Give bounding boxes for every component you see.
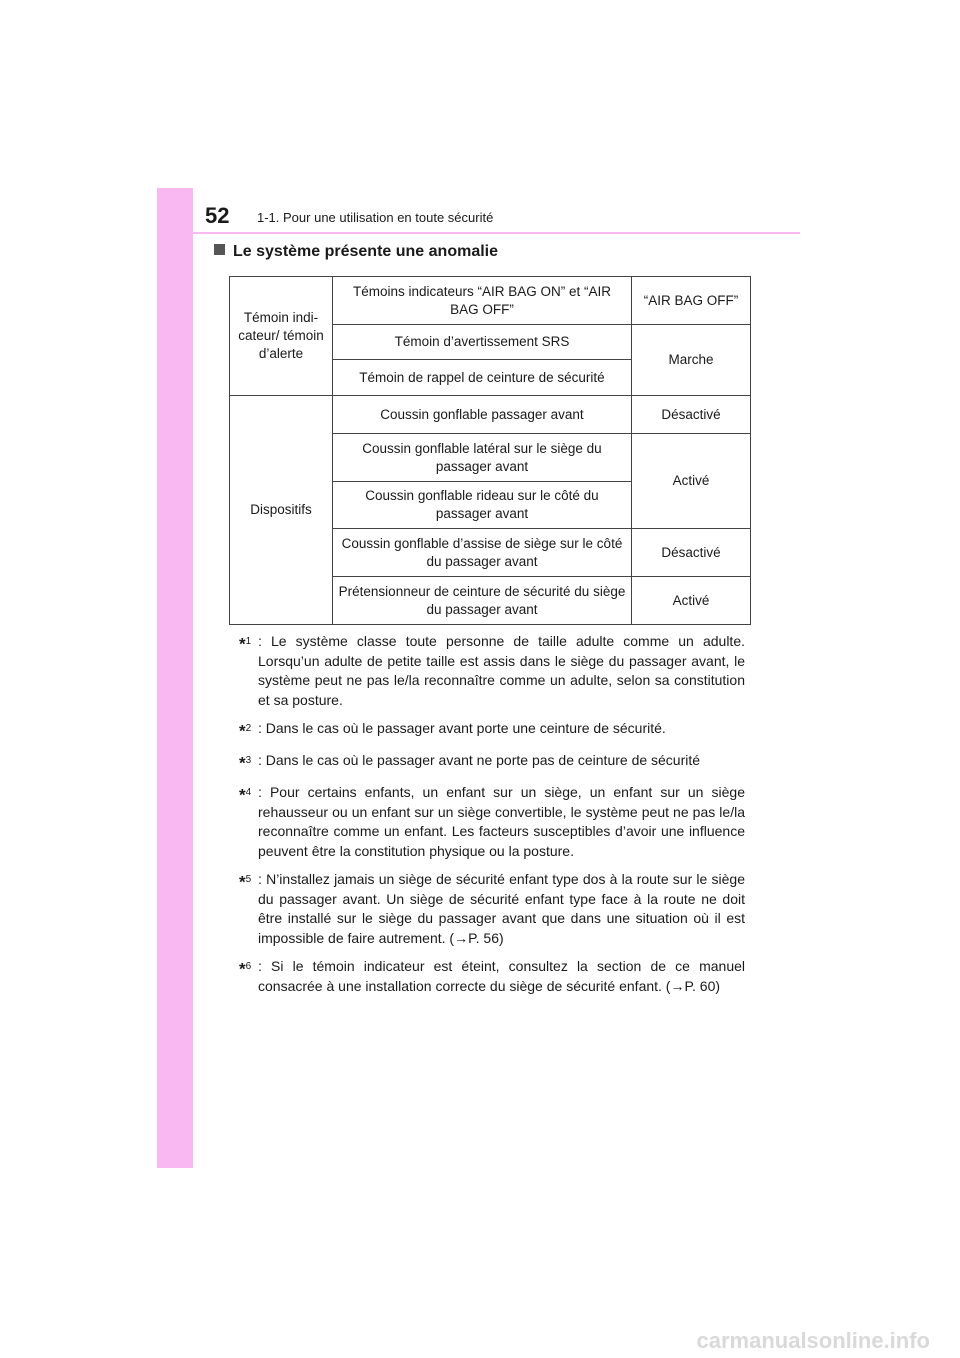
footnote-marker: *$^6$ [239, 959, 252, 979]
status-table [229, 276, 751, 625]
footnote-text: : N’installez jamais un siège de sécurité enfant type dos à la route sur le siège du passager avant. Un siège de sécurité enfant type face à la route ne doit être installé sur le siège du passager avant que dans une situation où il est impossible de faire autrement. (→P. 56) [258, 871, 745, 946]
table-cell: Témoin d’avertissement SRS [333, 325, 632, 360]
footnote-text: : Dans le cas où le passager avant ne porte pas de ceinture de sécurité [258, 752, 701, 769]
table-cell: Coussin gonflable latéral sur le siège du passager avant [333, 434, 632, 482]
footnote [239, 957, 745, 996]
table-cell: Témoins indicateurs “AIR BAG ON” et “AIR BAG OFF” [333, 277, 632, 325]
table-cell: Témoin de rappel de ceinture de sécurité [333, 360, 632, 396]
footnote [239, 870, 745, 948]
footnote [239, 719, 745, 742]
footnote [239, 632, 745, 710]
table-cell: “AIR BAG OFF” [632, 277, 751, 325]
page-number: 52 [205, 203, 230, 228]
table-cell: Désactivé [632, 529, 751, 577]
heading-text: Le système présente une anomalie [233, 243, 498, 260]
footnote-text: : Dans le cas où le passager avant porte une ceinture de sécurité. [258, 720, 666, 736]
footnote [239, 783, 745, 861]
footnote-marker: *$^4$ [239, 785, 252, 805]
footnote-text: : Si le témoin indicateur est éteint, consultez la section de ce manuel consacrée à une installation correcte du siège de sécurité enfant. (→P. 60) [258, 958, 745, 994]
table-cell: Marche [632, 325, 751, 396]
table-cell: Coussin gonflable d’assise de siège sur le côté du passager avant [333, 529, 632, 577]
indicator-label-cell: Témoin indi-cateur/ témoin d’alerte [230, 277, 333, 396]
footnote [239, 751, 745, 774]
footnote-text: : Le système classe toute personne de taille adulte comme un adulte. Lorsqu’un adulte de petite taille est assis dans le siège du passager avant, le système peut ne pas le/la reconnaître comme un adulte, selon sa constitution et sa posture. [258, 633, 745, 708]
footnote-text: : Pour certains enfants, un enfant sur un siège, un enfant sur un siège rehausseur ou un enfant sur un siège convertible, le système peut ne pas le/la reconnaître comme un enfant. Les facteurs susceptibles d’avoir une influence peuvent être la constitution physique ou la posture. [258, 784, 745, 859]
table-cell: Activé [632, 434, 751, 529]
section-title: 1-1. Pour une utilisation en toute sécurité [257, 210, 494, 225]
side-tab-bar [157, 188, 193, 1168]
section-heading [214, 243, 498, 261]
footnotes [239, 632, 745, 1005]
footnote-marker: *$^3$ [239, 753, 252, 773]
table-cell: Activé [632, 577, 751, 625]
table-cell: Coussin gonflable passager avant [333, 396, 632, 434]
footnote-marker: *$^1$ [239, 634, 252, 654]
watermark: carmanualsonline.info [696, 1328, 930, 1353]
square-bullet-icon [214, 244, 225, 255]
table-cell: Prétensionneur de ceinture de sécurité du siège du passager avant [333, 577, 632, 625]
table-cell: Coussin gonflable rideau sur le côté du passager avant [333, 482, 632, 529]
table-cell: Désactivé [632, 396, 751, 434]
footnote-marker: *$^2$ [239, 721, 252, 741]
header-divider [193, 232, 800, 234]
devices-label-cell: Dispositifs [230, 396, 333, 625]
footnote-marker: *$^5$ [239, 872, 252, 892]
